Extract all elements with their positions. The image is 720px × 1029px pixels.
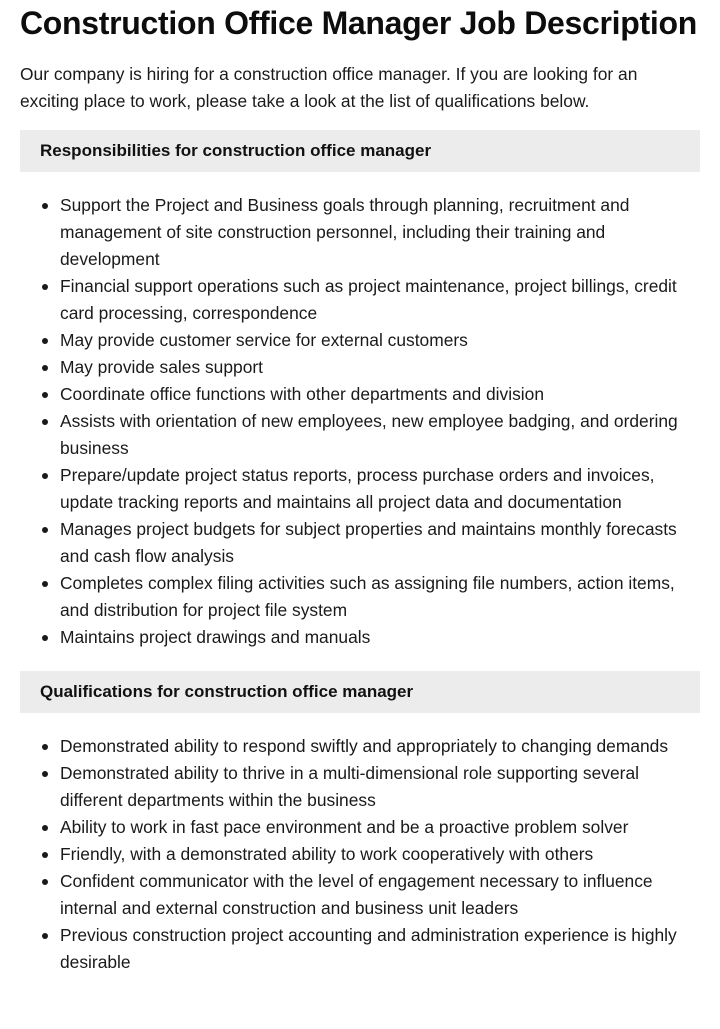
list-item-text: Confident communicator with the level of engagement necessary to influence internal and external construction and business unit leaders <box>60 871 653 918</box>
list-item <box>60 841 700 868</box>
responsibilities-heading <box>20 130 700 172</box>
list-item-text: Support the Project and Business goals through planning, recruitment and management of site construction personnel, including their training and development <box>60 195 630 269</box>
bullet-icon <box>42 392 48 398</box>
responsibilities-list <box>20 192 700 651</box>
list-item <box>60 868 700 922</box>
list-item-text: May provide sales support <box>60 357 263 377</box>
bullet-icon <box>42 338 48 344</box>
list-item-text: Ability to work in fast pace environment and be a proactive problem solver <box>60 817 629 837</box>
list-item <box>60 760 700 814</box>
bullet-icon <box>42 581 48 587</box>
list-item-text: Coordinate office functions with other departments and division <box>60 384 544 404</box>
list-item-text: Demonstrated ability to respond swiftly and appropriately to changing demands <box>60 736 669 756</box>
list-item <box>60 570 700 624</box>
bullet-icon <box>42 933 48 939</box>
list-item-text: Prepare/update project status reports, process purchase orders and invoices, update tracking reports and maintains all project data and documentation <box>60 465 655 512</box>
bullet-icon <box>42 744 48 750</box>
bullet-icon <box>42 852 48 858</box>
list-item <box>60 327 700 354</box>
list-item-text: Maintains project drawings and manuals <box>60 627 371 647</box>
list-item <box>60 922 700 976</box>
list-item-text: Assists with orientation of new employees, new employee badging, and ordering business <box>60 411 678 458</box>
list-item <box>60 381 700 408</box>
bullet-icon <box>42 203 48 209</box>
list-item <box>60 408 700 462</box>
list-item <box>60 462 700 516</box>
list-item <box>60 192 700 273</box>
list-item-text: Financial support operations such as project maintenance, project billings, credit card processing, correspondence <box>60 276 677 323</box>
list-item <box>60 354 700 381</box>
bullet-icon <box>42 527 48 533</box>
bullet-icon <box>42 284 48 290</box>
responsibilities-heading-text: Responsibilities for construction office manager <box>40 141 432 160</box>
qualifications-heading <box>20 671 700 713</box>
list-item <box>60 516 700 570</box>
list-item <box>60 814 700 841</box>
qualifications-list <box>20 733 700 976</box>
list-item-text: May provide customer service for external customers <box>60 330 468 350</box>
bullet-icon <box>42 365 48 371</box>
intro-paragraph: Our company is hiring for a construction office manager. If you are looking for an exciting place to work, please take a look at the list of qualifications below. <box>20 64 638 111</box>
page-title: Construction Office Manager Job Description <box>20 5 697 41</box>
list-item <box>60 733 700 760</box>
list-item <box>60 624 700 651</box>
list-item <box>60 273 700 327</box>
qualifications-heading-text: Qualifications for construction office manager <box>40 682 414 701</box>
bullet-icon <box>42 419 48 425</box>
bullet-icon <box>42 825 48 831</box>
list-item-text: Completes complex filing activities such as assigning file numbers, action items, and distribution for project file system <box>60 573 675 620</box>
bullet-icon <box>42 473 48 479</box>
bullet-icon <box>42 879 48 885</box>
bullet-icon <box>42 635 48 641</box>
list-item-text: Friendly, with a demonstrated ability to work cooperatively with others <box>60 844 594 864</box>
bullet-icon <box>42 771 48 777</box>
list-item-text: Demonstrated ability to thrive in a multi-dimensional role supporting several different departments within the business <box>60 763 639 810</box>
list-item-text: Manages project budgets for subject properties and maintains monthly forecasts and cash flow analysis <box>60 519 677 566</box>
list-item-text: Previous construction project accounting and administration experience is highly desirable <box>60 925 677 972</box>
